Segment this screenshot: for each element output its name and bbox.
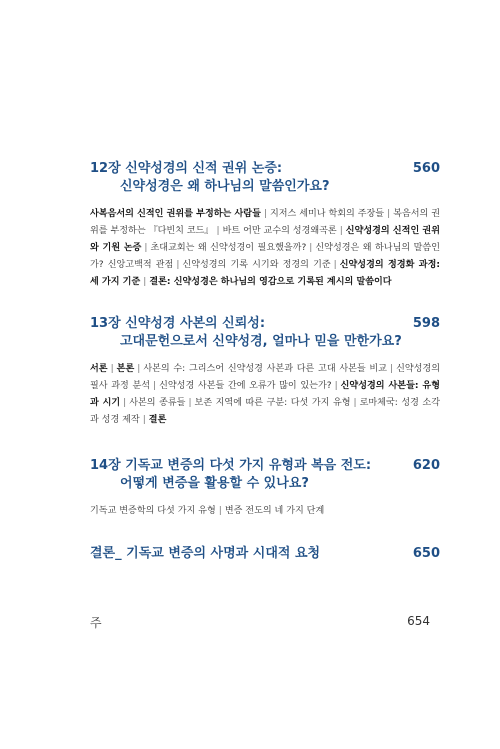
section-item: 로마체국: 성경 소각과 성경 제작 bbox=[90, 398, 440, 425]
chapter-subtitle: 고대문헌으로서 신약성경, 얼마나 믿을 만한가요? bbox=[120, 334, 402, 349]
chapter-number: 결론_ bbox=[90, 546, 122, 561]
section-item: 신약성경 사본들 간에 오류가 많이 있는가? bbox=[159, 381, 332, 391]
section-item: 신약성경의 신적인 권위와 기원 논증 bbox=[90, 226, 440, 253]
separator: | bbox=[333, 260, 337, 270]
chapter-title: 기독교 변증의 다섯 가지 유형과 복음 전도: bbox=[125, 458, 372, 473]
separator: | bbox=[123, 398, 127, 408]
separator: | bbox=[137, 364, 141, 374]
chapter-heading[interactable] bbox=[90, 315, 440, 351]
section-item: 결론: 신약성경은 하나님의 영감으로 기록된 계시의 말씀이다 bbox=[149, 277, 392, 287]
conclusion bbox=[90, 545, 440, 563]
separator: | bbox=[353, 398, 357, 408]
chapter-number: 12장 bbox=[90, 161, 121, 176]
chapter-12 bbox=[90, 160, 440, 291]
chapter-heading[interactable] bbox=[90, 457, 440, 493]
separator: | bbox=[153, 381, 157, 391]
separator: | bbox=[143, 277, 147, 287]
separator: | bbox=[110, 364, 114, 374]
chapter-number: 14장 bbox=[90, 458, 121, 473]
separator: | bbox=[216, 226, 220, 236]
notes-entry[interactable] bbox=[90, 614, 430, 631]
chapter-title: 기독교 변증의 사명과 시대적 요청 bbox=[126, 546, 321, 561]
separator: | bbox=[387, 209, 391, 219]
chapter-13 bbox=[90, 315, 440, 429]
section-item: 신약성경의 사본들: 유형과 시기 bbox=[90, 381, 440, 408]
separator: | bbox=[188, 398, 192, 408]
section-item: 신약성경은 왜 하나님의 말씀인가? 신앙고백적 관점 bbox=[90, 243, 440, 270]
section-item: 신약성경의 필사 과정 분석 bbox=[90, 364, 440, 391]
separator: | bbox=[263, 209, 267, 219]
section-item: 사본의 종류들 bbox=[129, 398, 186, 408]
section-item: 기독교 변증학의 다섯 가지 유형 bbox=[90, 506, 216, 516]
section-list bbox=[90, 361, 440, 429]
page-number: 560 bbox=[412, 161, 440, 176]
chapter-title: 신약성경 사본의 신뢰성: bbox=[125, 316, 266, 331]
chapter-heading[interactable] bbox=[90, 545, 440, 563]
section-list bbox=[90, 503, 440, 520]
chapter-subtitle: 어떻게 변증을 활용할 수 있나요? bbox=[120, 476, 309, 491]
chapter-14 bbox=[90, 457, 440, 520]
section-item: 신약성경의 기록 시기와 정경의 기준 bbox=[182, 260, 331, 270]
separator: | bbox=[334, 381, 338, 391]
section-item: 복음서의 권위를 부정하는 『다빈치 코드』 bbox=[90, 209, 440, 236]
page-number: 654 bbox=[407, 614, 430, 628]
section-item: 신약성경의 정경화 과정: 세 가지 기준 bbox=[90, 260, 440, 287]
separator: | bbox=[176, 260, 180, 270]
notes-label: 주 bbox=[90, 616, 102, 630]
section-item: 서론 bbox=[90, 364, 108, 374]
separator: | bbox=[144, 243, 148, 253]
separator: | bbox=[389, 364, 394, 374]
section-item: 본론 bbox=[116, 364, 135, 374]
chapter-title: 신약성경의 신적 권위 논증: bbox=[125, 161, 283, 176]
chapter-heading[interactable] bbox=[90, 160, 440, 196]
section-list bbox=[90, 206, 440, 291]
section-item: 초대교회는 왜 신약성경이 필요했을까? bbox=[150, 243, 307, 253]
chapter-number: 13장 bbox=[90, 316, 121, 331]
section-item: 바트 어만 교수의 성경왜곡론 bbox=[222, 226, 337, 236]
section-item: 결론 bbox=[148, 415, 167, 425]
chapter-subtitle: 신약성경은 왜 하나님의 말씀인가요? bbox=[120, 179, 330, 194]
separator: | bbox=[218, 506, 222, 516]
page-number: 650 bbox=[412, 546, 440, 561]
section-item: 지저스 세미나 학회의 주장들 bbox=[269, 209, 385, 219]
section-item: 보존 지역에 따른 구분: 다섯 가지 유형 bbox=[194, 398, 351, 408]
page-number: 620 bbox=[412, 458, 440, 473]
page-number: 598 bbox=[412, 316, 440, 331]
separator: | bbox=[309, 243, 313, 253]
section-item: 사본의 수: 그리스어 신약성경 사본과 다른 고대 사본들 비교 bbox=[143, 364, 387, 374]
separator: | bbox=[339, 226, 343, 236]
section-item: 사복음서의 신적인 권위를 부정하는 사람들 bbox=[90, 209, 261, 219]
section-item: 변증 전도의 네 가지 단계 bbox=[224, 506, 325, 516]
separator: | bbox=[142, 415, 146, 425]
